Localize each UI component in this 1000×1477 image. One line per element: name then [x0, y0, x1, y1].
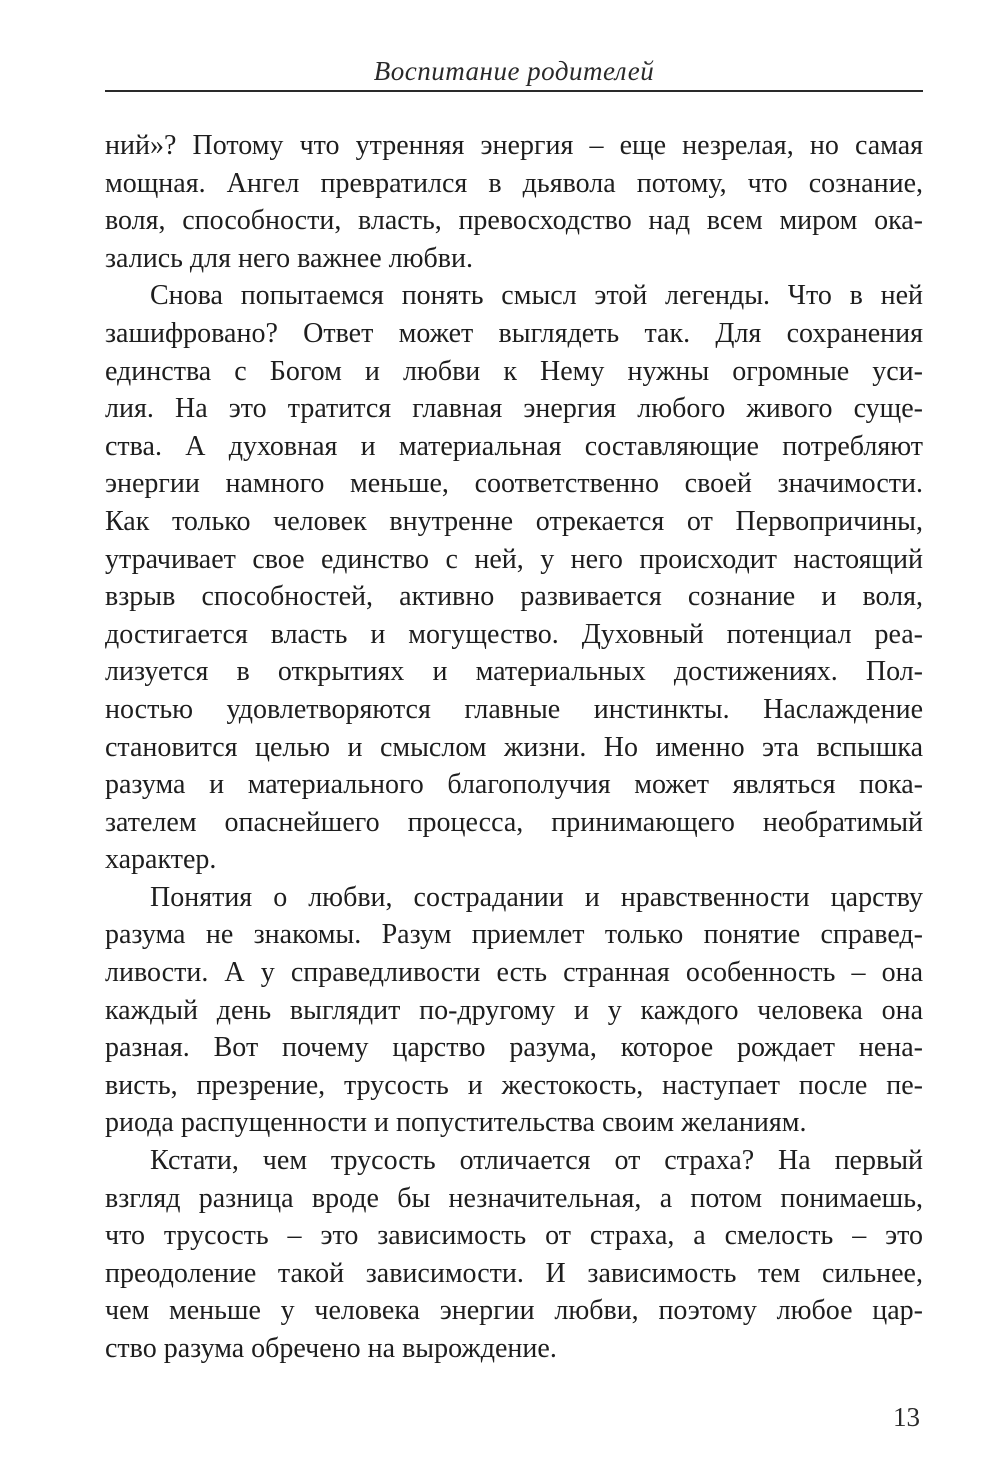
paragraph-line: Как только человек внутренне отрекается от Первопричины,: [105, 505, 923, 537]
paragraph-line: каждый день выглядит по-другому и у каждого человека она: [105, 994, 923, 1026]
paragraph-line: ностью удовлетворяются главные инстинкты. Наслаждение: [105, 693, 923, 725]
paragraph-line: преодоление такой зависимости. И зависимость тем сильнее,: [105, 1257, 923, 1289]
page-number: 13: [893, 1402, 920, 1432]
paragraph-line: достигается власть и могущество. Духовный потенциал реа-: [105, 618, 923, 650]
paragraph-line: Снова попытаемся понять смысл этой легенды. Что в ней: [150, 280, 923, 312]
paragraph-line: зашифровано? Ответ может выглядеть так. Для сохранения: [105, 317, 923, 349]
paragraph-line: риода распущенности и попустительства своим желаниям.: [105, 1107, 807, 1139]
paragraph-line: мощная. Ангел превратился в дьявола потому, что сознание,: [105, 167, 923, 199]
paragraph-line: лия. На это тратится главная энергия любого живого суще-: [105, 393, 923, 425]
paragraph-line: зались для него важнее любви.: [105, 242, 473, 274]
paragraph-line: зателем опаснейшего процесса, принимающего необратимый: [105, 806, 923, 838]
paragraph-line: ство разума обречено на вырождение.: [105, 1333, 557, 1364]
paragraph-line: Понятия о любви, сострадании и нравственности царству: [150, 881, 923, 913]
paragraph-line: воля, способности, власть, превосходство над всем миром ока-: [105, 205, 923, 237]
paragraph-line: что трусость – это зависимость от страха, а смелость – это: [105, 1220, 923, 1252]
paragraph-line: становится целью и смыслом жизни. Но именно эта вспышка: [105, 731, 923, 763]
paragraph-line: ства. А духовная и материальная составляющие потребляют: [105, 430, 923, 462]
paragraph-line: лизуется в открытиях и материальных достижениях. Пол-: [105, 656, 923, 688]
paragraph-line: разума не знакомы. Разум приемлет только понятие справед-: [105, 919, 923, 951]
header-rule: [105, 90, 923, 92]
paragraph-line: разума и материального благополучия может являться пока-: [105, 769, 923, 801]
paragraph-line: чем меньше у человека энергии любви, поэтому любое цар-: [105, 1295, 923, 1327]
running-head: Воспитание родителей: [373, 56, 655, 86]
paragraph-line: ний»? Потому что утренняя энергия – еще незрелая, но самая: [105, 130, 923, 161]
paragraph-line: ливости. А у справедливости есть странная особенность – она: [105, 957, 923, 989]
paragraph-line: висть, презрение, трусость и жестокость, наступает после пе-: [105, 1069, 923, 1101]
paragraph-line: утрачивает свое единство с ней, у него происходит настоящий: [105, 543, 923, 575]
paragraph-line: единства с Богом и любви к Нему нужны огромные уси-: [105, 355, 923, 387]
body-text: [105, 127, 923, 1368]
paragraph-line: характер.: [105, 844, 217, 876]
paragraph-line: Кстати, чем трусость отличается от страха? На первый: [150, 1145, 923, 1177]
paragraph-line: взрыв способностей, активно развивается сознание и воля,: [105, 581, 923, 613]
paragraph-line: разная. Вот почему царство разума, которое рождает нена-: [105, 1032, 923, 1064]
paragraph-line: энергии намного меньше, соответственно своей значимости.: [105, 468, 923, 500]
paragraph-line: взгляд разница вроде бы незначительная, а потом понимаешь,: [105, 1182, 923, 1214]
